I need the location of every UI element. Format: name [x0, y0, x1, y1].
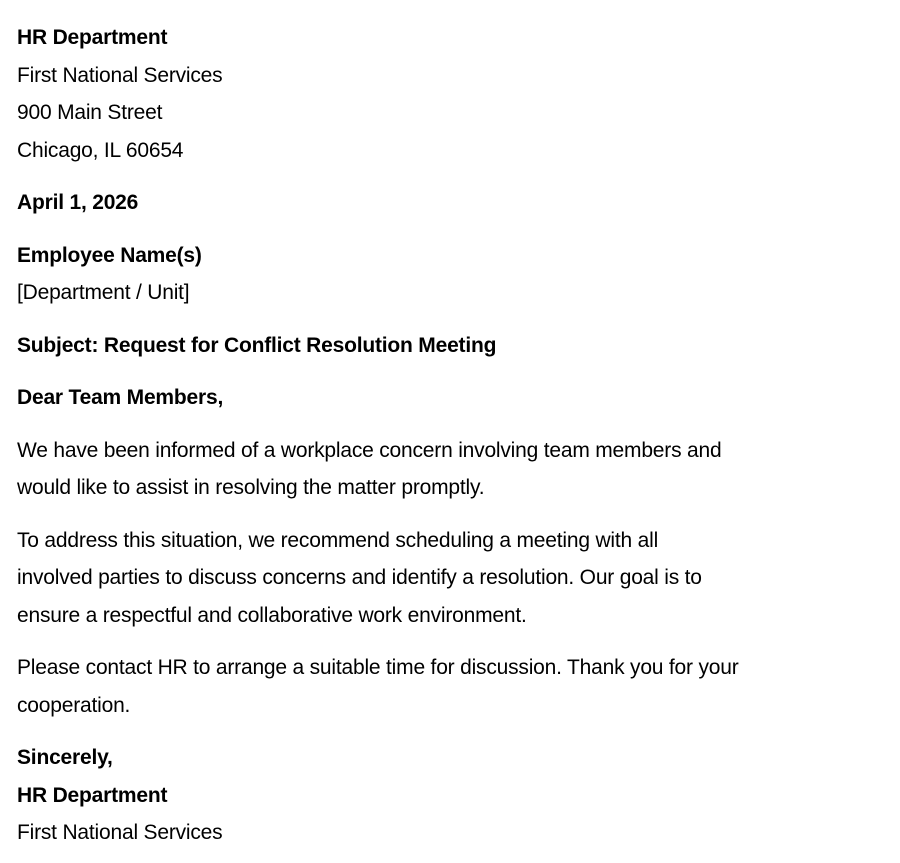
- sender-address-block: [17, 19, 877, 169]
- sender-street: 900 Main Street: [17, 101, 163, 124]
- body-paragraph-1: [17, 432, 877, 507]
- body-line: involved parties to discuss concerns and identify a resolution. Our goal is to: [17, 566, 702, 589]
- closing-company: First National Services: [17, 821, 223, 844]
- body-line: We have been informed of a workplace concern involving team members and: [17, 438, 722, 462]
- salutation-block: [17, 379, 877, 417]
- recipient-department: [Department / Unit]: [17, 281, 190, 304]
- body-paragraph-2: [17, 522, 877, 635]
- recipient-name: Employee Name(s): [17, 243, 202, 267]
- letter-date: April 1, 2026: [17, 191, 139, 214]
- body-line: cooperation.: [17, 693, 131, 717]
- body-line: To address this situation, we recommend scheduling a meeting with all: [17, 528, 659, 552]
- sender-city-state-zip: Chicago, IL 60654: [17, 138, 184, 162]
- body-line: would like to assist in resolving the matter promptly.: [17, 476, 485, 499]
- closing-department: HR Department: [17, 783, 168, 807]
- closing-block: [17, 739, 877, 852]
- salutation: Dear Team Members,: [17, 386, 224, 409]
- subject-line: Subject: Request for Conflict Resolution Meeting: [17, 333, 497, 357]
- sender-department: HR Department: [17, 26, 168, 49]
- sender-company: First National Services: [17, 63, 223, 87]
- subject-block: [17, 327, 877, 365]
- recipient-block: [17, 237, 877, 312]
- body-line: ensure a respectful and collaborative work environment.: [17, 603, 527, 627]
- body-line: Please contact HR to arrange a suitable time for discussion. Thank you for your: [17, 656, 739, 679]
- valediction: Sincerely,: [17, 746, 113, 769]
- body-paragraph-3: [17, 649, 877, 724]
- date-block: [17, 184, 877, 222]
